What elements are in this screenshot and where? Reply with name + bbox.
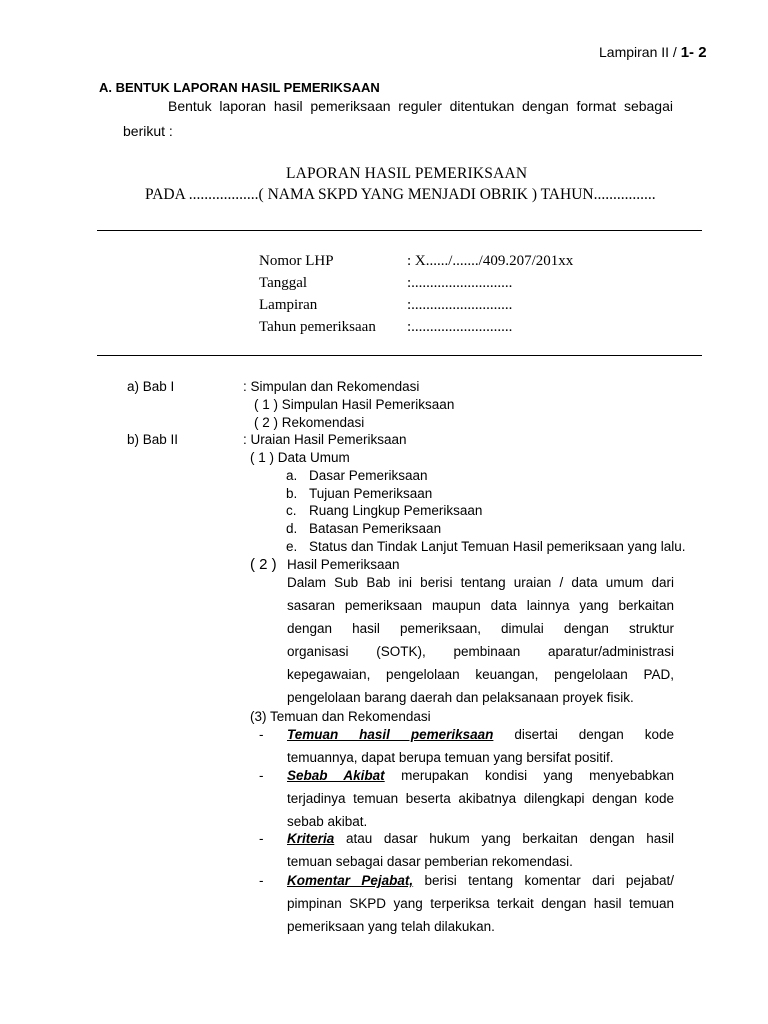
temuan-term: Komentar Pejabat, [287,873,414,888]
section-title: A. BENTUK LAPORAN HASIL PEMERIKSAAN [99,80,380,95]
bab1-marker: a) Bab I [127,379,175,394]
page-number: 1- 2 [680,44,707,61]
meta-value-tahun: :........................... [407,319,513,335]
meta-label-nomor: Nomor LHP [259,253,334,269]
bab1-title: : Simpulan dan Rekomendasi [243,379,420,394]
temuan-item-line: temuannya, dapat berupa temuan yang bersifat positif. [287,750,614,765]
temuan-item-line: sebab akibat. [287,814,368,829]
temuan-term: Temuan hasil pemeriksaan [287,727,494,742]
report-subtitle: PADA ..................( NAMA SKPD YANG MENJADI OBRIK ) TAHUN................ [145,186,656,203]
temuan-item-line: pimpinan SKPD yang terperiksa terkait dengan hasil temuan [287,896,674,911]
meta-value-lampiran: :........................... [407,297,513,313]
bullet: - [259,873,264,888]
temuan-item-line: terjadinya temuan beserta akibatnya dilengkapi dengan kode [287,791,674,806]
meta-label-lampiran: Lampiran [259,297,318,313]
temuan-item-line: temuan sebagai dasar pemberian rekomendasi. [287,854,573,869]
hasil-paragraph-line: pengelolaan barang daerah dan pelaksanaan proyek fisik. [287,690,634,705]
list-item: Status dan Tindak Lanjut Temuan Hasil pemeriksaan yang lalu. [309,539,686,554]
bullet: - [259,768,264,783]
list-letter: a. [286,468,298,483]
bab1-item: ( 2 ) Rekomendasi [254,415,365,430]
bab1-item: ( 1 ) Simpulan Hasil Pemeriksaan [254,397,455,412]
hasil-paragraph-line: kepegawaian, pengelolaan keuangan, pengelolaan PAD, [287,667,674,682]
bullet: - [259,727,264,742]
temuan-term: Sebab Akibat [287,768,385,783]
temuan-desc: merupakan kondisi yang menyebabkan [401,768,674,783]
hasil-paragraph-line: organisasi (SOTK), pembinaan aparatur/administrasi [287,644,674,659]
list-letter: c. [286,503,297,518]
list-letter: e. [286,539,298,554]
intro-paragraph-line1: Bentuk laporan hasil pemeriksaan reguler ditentukan dengan format sebagai [168,98,673,114]
temuan-item-line [287,831,674,846]
temuan-item-line [287,768,674,783]
list-item: Batasan Pemeriksaan [309,521,442,536]
list-item: Ruang Lingkup Pemeriksaan [309,503,483,518]
list-item: Tujuan Pemeriksaan [309,486,433,501]
list-item: Dasar Pemeriksaan [309,468,428,483]
attachment-label: Lampiran II / [599,44,681,60]
temuan-item-line: pemeriksaan yang telah dilakukan. [287,919,495,934]
meta-label-tahun: Tahun pemeriksaan [259,319,376,335]
page-header [599,44,707,61]
list-letter: d. [286,521,298,536]
divider-top [97,230,702,231]
temuan-desc: atau dasar hukum yang berkaitan dengan hasil [345,831,674,846]
bullet: - [259,831,264,846]
temuan-item-line [287,727,674,742]
hasil-title: Hasil Pemeriksaan [287,557,400,572]
divider-bottom [97,355,702,356]
temuan-item-line [287,873,674,888]
report-title: LAPORAN HASIL PEMERIKSAAN [286,165,528,182]
temuan-desc: disertai dengan kode [514,727,674,742]
meta-value-tanggal: :........................... [407,275,513,291]
temuan-desc: berisi tentang komentar dari pejabat/ [424,873,674,888]
meta-value-nomor: : X....../......./409.207/201xx [407,253,574,269]
hasil-number: ( 2 ) [250,556,277,573]
list-letter: b. [286,486,298,501]
meta-label-tanggal: Tanggal [259,275,308,291]
intro-paragraph-line2: berikut : [123,123,173,139]
data-umum-heading: ( 1 ) Data Umum [250,450,350,465]
bab2-marker: b) Bab II [127,432,179,447]
temuan-heading: (3) Temuan dan Rekomendasi [250,709,431,724]
hasil-paragraph-line: Dalam Sub Bab ini berisi tentang uraian / data umum dari [287,575,674,590]
temuan-term: Kriteria [287,831,335,846]
hasil-paragraph-line: sasaran pemeriksaan maupun data lainnya yang berkaitan [287,598,674,613]
hasil-paragraph-line: dengan hasil pemeriksaan, dimulai dengan struktur [287,621,674,636]
bab2-title: : Uraian Hasil Pemeriksaan [243,432,407,447]
